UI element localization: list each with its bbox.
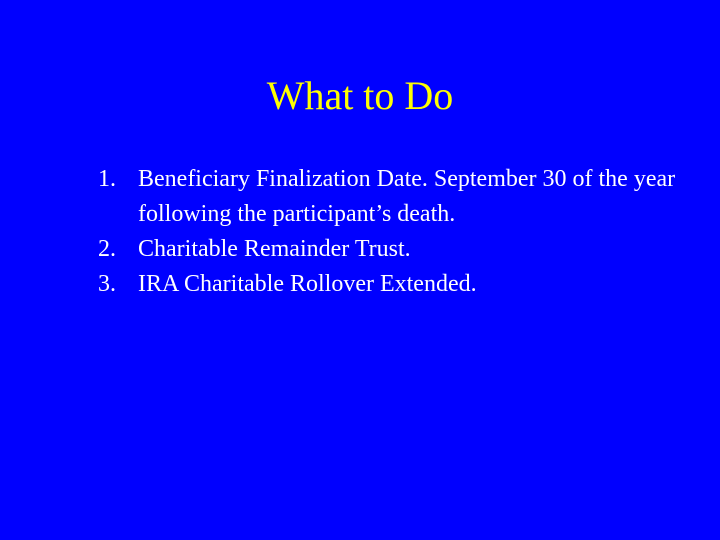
list-item-number: 2.: [98, 236, 116, 262]
list-item-text: Charitable Remainder Trust.: [138, 236, 411, 262]
slide-title: What to Do: [266, 73, 454, 118]
numbered-list: [98, 162, 698, 302]
list-item-text: IRA Charitable Rollover Extended.: [138, 271, 477, 297]
list-item-text: Beneficiary Finalization Date. September 30 of the year following the participant’s death.: [138, 166, 676, 227]
list-item: [98, 232, 698, 267]
list-item-number: 1.: [98, 166, 116, 192]
list-item-number: 3.: [98, 271, 116, 297]
list-item: [98, 162, 698, 232]
list-item: [98, 267, 698, 302]
